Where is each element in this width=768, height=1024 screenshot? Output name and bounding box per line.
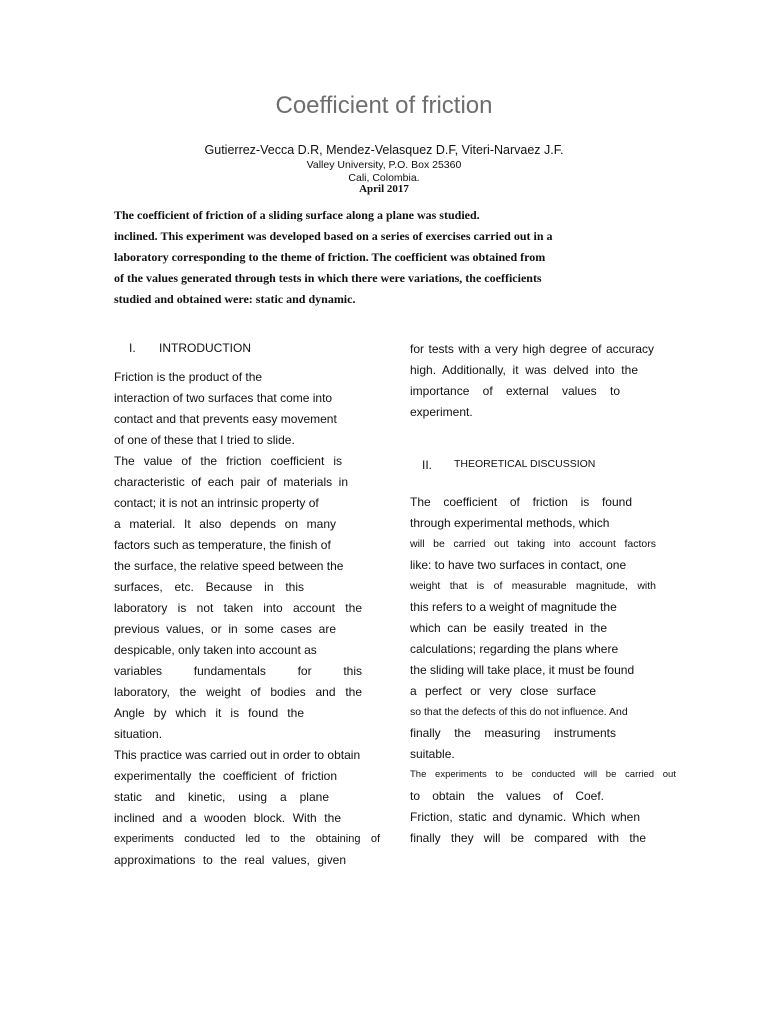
body-line: a material. It also depends on many (114, 517, 336, 531)
body-line: experiment. (410, 405, 473, 419)
paper-authors: Gutierrez-Vecca D.R, Mendez-Velasquez D.F, Viteri-Narvaez J.F. (204, 143, 564, 157)
paper-title: Coefficient of friction (275, 92, 493, 119)
body-line: The coefficient of friction is found (410, 495, 632, 509)
body-line: inclined and a wooden block. With the (114, 811, 341, 825)
body-line: contact; it is not an intrinsic property of (114, 496, 319, 510)
body-line: will be carried out taking into account factors (410, 538, 656, 550)
body-line: interaction of two surfaces that come into (114, 391, 333, 405)
affiliation-line-1: Valley University, P.O. Box 25360 (306, 159, 462, 171)
body-line: Friction, static and dynamic. Which when (410, 810, 640, 824)
body-line: factors such as temperature, the finish of (114, 538, 331, 552)
body-line: situation. (114, 727, 163, 741)
abstract-line: studied and obtained were: static and dynamic. (114, 292, 356, 306)
body-line: to obtain the values of Coef. (410, 789, 604, 803)
body-line: so that the defects of this do not influence. And (410, 706, 628, 718)
body-line: This practice was carried out in order to obtain (114, 748, 361, 762)
body-line: experiments conducted led to the obtaining of (114, 833, 380, 845)
section-heading: THEORETICAL DISCUSSION (454, 458, 596, 470)
paper-date: April 2017 (359, 183, 409, 195)
body-line: which can be easily treated in the (410, 621, 607, 635)
body-line: for tests with a very high degree of accuracy (410, 342, 654, 356)
body-line: this refers to a weight of magnitude the (410, 600, 617, 614)
body-line: through experimental methods, which (410, 516, 610, 530)
section-number: II. (422, 458, 433, 472)
abstract-line: The coefficient of friction of a sliding surface along a plane was studied. (114, 208, 480, 222)
body-line: the surface, the relative speed between the (114, 559, 344, 573)
body-line: finally they will be compared with the (410, 831, 646, 845)
body-line: finally the measuring instruments (410, 726, 616, 740)
body-line: like: to have two surfaces in contact, one (410, 558, 627, 572)
body-line: characteristic of each pair of materials in (114, 475, 348, 489)
body-line: Friction is the product of the (114, 370, 263, 384)
body-line: weight that is of measurable magnitude, with (410, 580, 656, 592)
section-number: I. (129, 341, 136, 355)
body-line: experimentally the coefficient of friction (114, 769, 337, 783)
body-line: of one of these that I tried to slide. (114, 433, 295, 447)
body-line: the sliding will take place, it must be found (410, 663, 635, 677)
body-line: a perfect or very close surface (410, 684, 596, 698)
section-heading: INTRODUCTION (159, 341, 251, 355)
body-line: laboratory, the weight of bodies and the (114, 685, 362, 699)
body-line: despicable, only taken into account as (114, 643, 317, 657)
body-line: previous values, or in some cases are (114, 622, 336, 636)
abstract-line: laboratory corresponding to the theme of friction. The coefficient was obtained from (114, 250, 546, 264)
body-line: surfaces, etc. Because in this (114, 580, 304, 594)
body-line: calculations; regarding the plans where (410, 642, 619, 656)
body-line: laboratory is not taken into account the (114, 601, 362, 615)
body-line: high. Additionally, it was delved into the (410, 363, 638, 377)
abstract-line: inclined. This experiment was developed based on a series of exercises carried out in a (114, 229, 553, 243)
body-line: Angle by which it is found the (114, 706, 304, 720)
body-line: approximations to the real values, given (114, 853, 346, 867)
body-line: The value of the friction coefficient is (114, 454, 342, 468)
body-line: contact and that prevents easy movement (114, 412, 337, 426)
abstract-line: of the values generated through tests in which there were variations, the coefficients (114, 271, 542, 285)
body-line: static and kinetic, using a plane (114, 790, 329, 804)
body-line: importance of external values to (410, 384, 620, 398)
body-line: suitable. (410, 747, 455, 761)
affiliation-line-2: Cali, Colombia. (348, 172, 420, 184)
body-line: The experiments to be conducted will be carried out (410, 769, 676, 780)
body-line: variables fundamentals for this (114, 664, 362, 678)
